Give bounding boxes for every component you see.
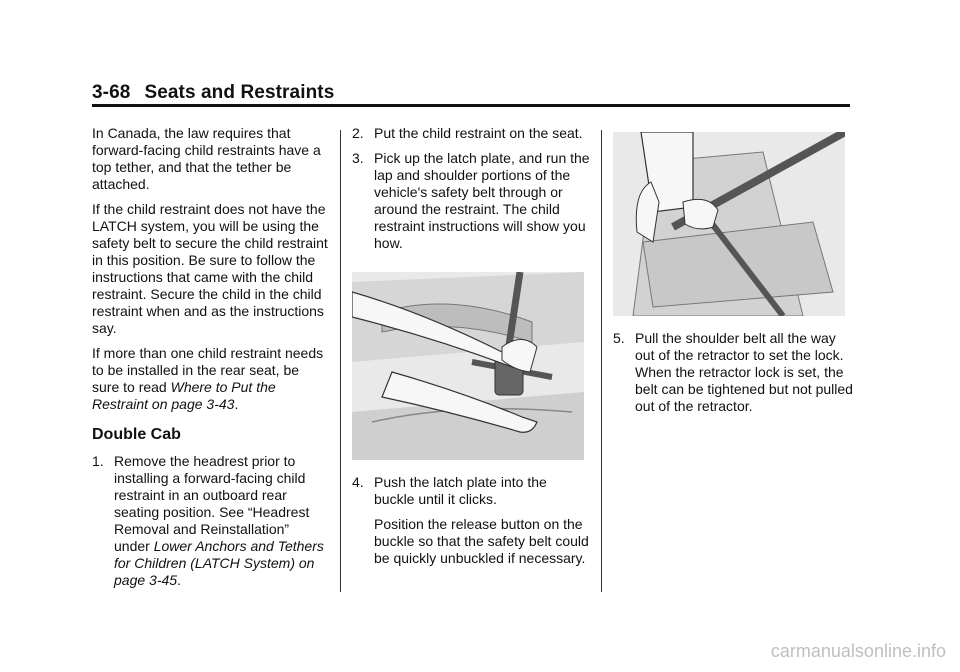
column-3 bbox=[613, 125, 853, 423]
paragraph-more-than-one: If more than one child restraint needs to be installed in the rear seat, be sure to read Where to Put the Restraint on page 3-43. bbox=[92, 345, 324, 412]
step-text: Put the child restraint on the seat. bbox=[374, 125, 583, 141]
step-4 bbox=[352, 474, 590, 567]
step-number: 1. bbox=[92, 453, 104, 469]
xref-where-to-put[interactable]: Where to Put the Restraint on page 3-43 bbox=[92, 379, 276, 412]
step-5 bbox=[613, 330, 853, 415]
column-1 bbox=[92, 125, 328, 597]
step-number: 3. bbox=[352, 150, 364, 166]
page-number: 3-68 bbox=[92, 82, 131, 103]
illustration-shoulder-belt bbox=[613, 132, 845, 316]
subheading-double-cab: Double Cab bbox=[92, 426, 181, 443]
step-text: Pull the shoulder belt all the way out of the retractor to set the lock. When the retractor lock is set, the belt can be tightened but not pulled out of the retractor. bbox=[635, 330, 853, 414]
step-text: Pick up the latch plate, and run the lap and shoulder portions of the vehicle's safety belt through or around the restraint. The child restraint instructions will show you how. bbox=[374, 150, 590, 251]
illustration-latch-plate bbox=[352, 272, 584, 460]
watermark: carmanualsonline.info bbox=[770, 641, 946, 661]
header-rule bbox=[92, 104, 850, 107]
step-number: 4. bbox=[352, 474, 364, 490]
section-title: Seats and Restraints bbox=[144, 82, 335, 103]
step-text: Remove the headrest prior to installing a forward-facing child restraint in an outboard rear seating position. See “Headrest Removal and Reinstallation” under bbox=[114, 453, 310, 554]
page-header bbox=[92, 80, 850, 106]
column-divider-2 bbox=[601, 130, 602, 592]
paragraph-no-latch: If the child restraint does not have the LATCH system, you will be using the safety belt to secure the child restraint in this position. Be sure to follow the instructions that came with the child restraint. Secure the child in the child restraint when and as the instructions say. bbox=[92, 201, 328, 336]
paragraph-canada: In Canada, the law requires that forward-facing child restraints have a top tether, and that the tether be attached. bbox=[92, 125, 321, 192]
step-number: 5. bbox=[613, 330, 625, 346]
step-1: 1. Remove the headrest prior to installing a forward-facing child restraint in an outboard rear seating position. See “Headrest Removal and Reinstallation” under Lower Anchors and Tethers for Children (LATCH System) on page 3-45. bbox=[92, 453, 324, 588]
column-divider-1 bbox=[340, 130, 341, 592]
column-2 bbox=[352, 125, 590, 575]
step-number: 2. bbox=[352, 125, 364, 141]
step-2 bbox=[352, 125, 590, 142]
step-4-continuation: Position the release button on the buckle so that the safety belt could be quickly unbuckled if necessary. bbox=[374, 516, 589, 566]
step-text: Push the latch plate into the buckle until it clicks. bbox=[374, 474, 547, 507]
step-3 bbox=[352, 150, 590, 252]
xref-latch[interactable]: Lower Anchors and Tethers for Children (LATCH System) on page 3-45 bbox=[114, 538, 324, 588]
